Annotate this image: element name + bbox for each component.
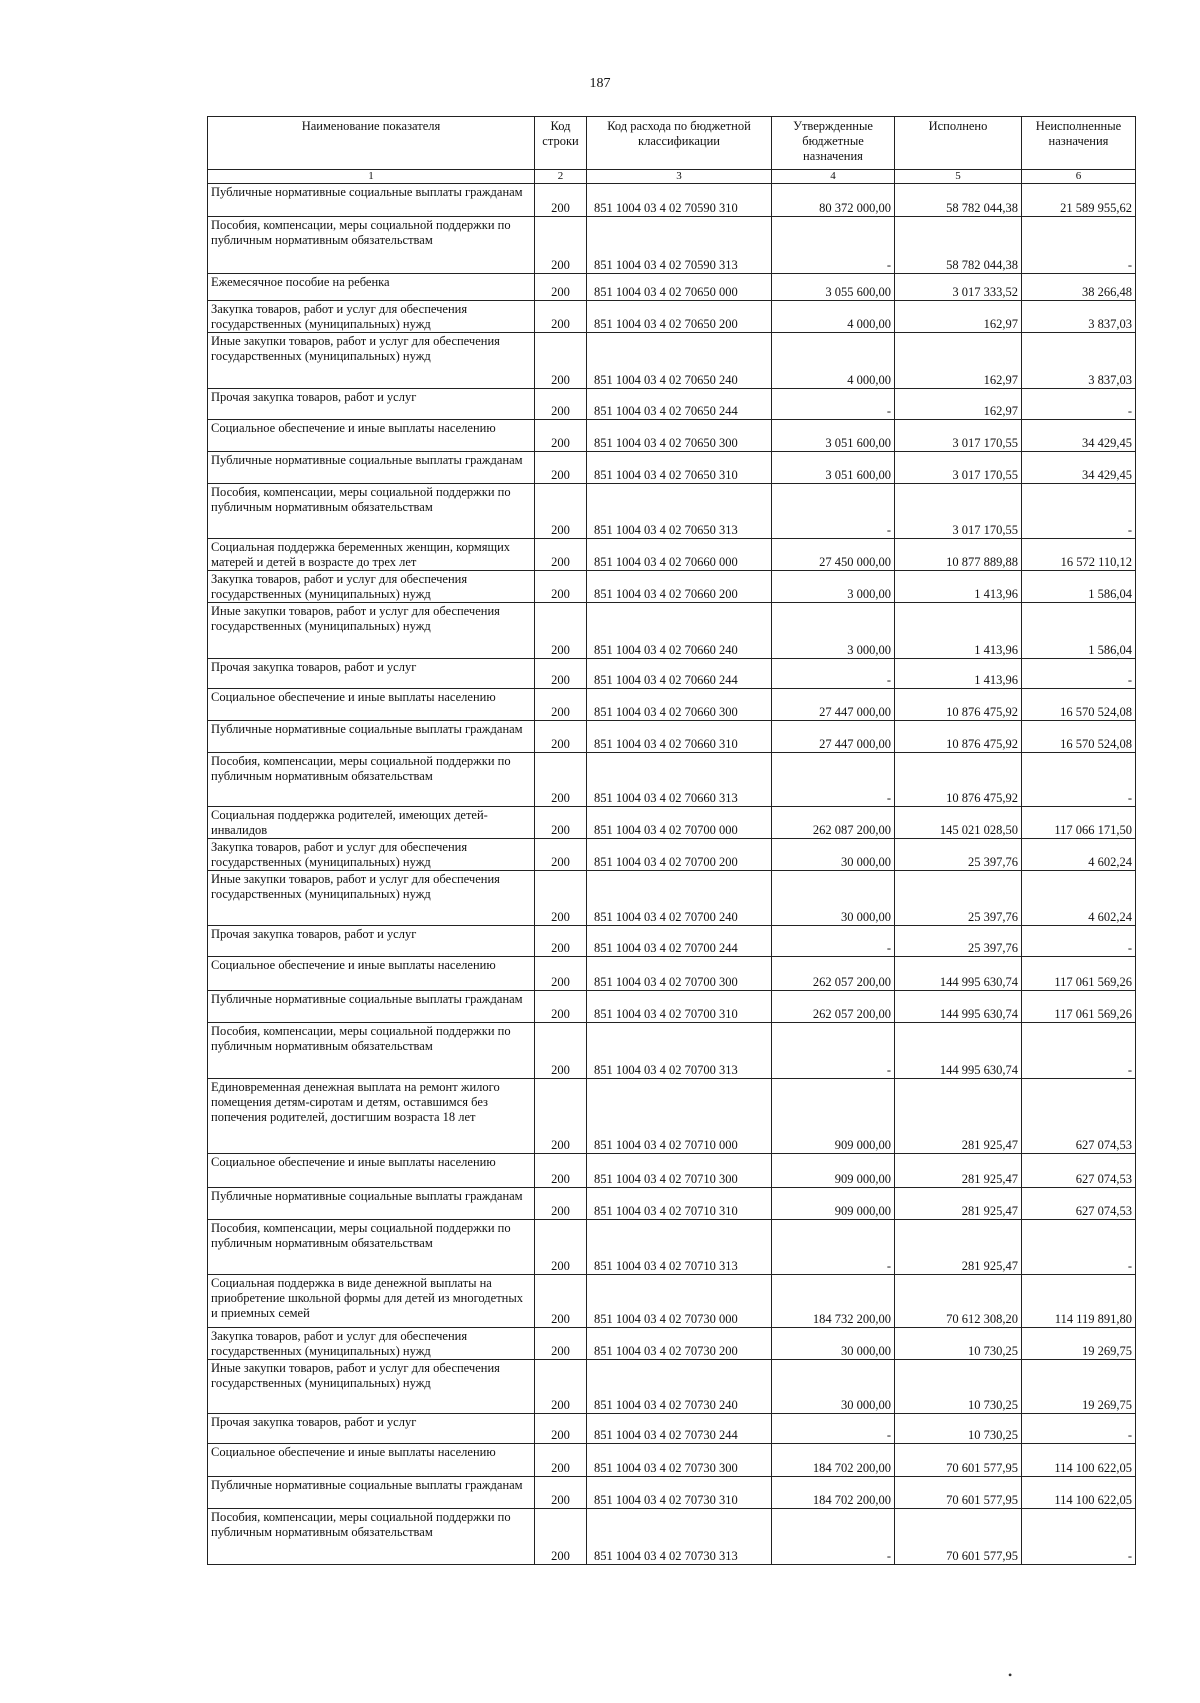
indicator-name-cell: Социальное обеспечение и иные выплаты населению: [208, 689, 535, 721]
budget-code-cell: 851 1004 03 4 02 70700 244: [587, 926, 772, 957]
table-row: [208, 1360, 1136, 1414]
table-row: [208, 1275, 1136, 1328]
table-row: [208, 957, 1136, 991]
indicator-name-cell: Публичные нормативные социальные выплаты гражданам: [208, 991, 535, 1023]
approved-amount-cell: 184 702 200,00: [772, 1444, 895, 1477]
budget-code-cell: 851 1004 03 4 02 70650 240: [587, 333, 772, 389]
approved-amount-cell: 3 000,00: [772, 571, 895, 603]
remaining-amount-cell: 21 589 955,62: [1022, 184, 1136, 217]
budget-code-cell: 851 1004 03 4 02 70660 000: [587, 539, 772, 571]
budget-code-cell: 851 1004 03 4 02 70700 200: [587, 839, 772, 871]
executed-amount-cell: 3 017 170,55: [895, 452, 1022, 484]
budget-code-cell: 851 1004 03 4 02 70710 313: [587, 1220, 772, 1275]
approved-amount-cell: 909 000,00: [772, 1079, 895, 1154]
executed-amount-cell: 281 925,47: [895, 1154, 1022, 1188]
remaining-amount-cell: 114 100 622,05: [1022, 1444, 1136, 1477]
table-row: [208, 1444, 1136, 1477]
remaining-amount-cell: -: [1022, 484, 1136, 539]
indicator-name-cell: Социальное обеспечение и иные выплаты населению: [208, 1154, 535, 1188]
executed-amount-cell: 3 017 170,55: [895, 420, 1022, 452]
executed-amount-cell: 70 601 577,95: [895, 1477, 1022, 1509]
table-row: [208, 689, 1136, 721]
indicator-name-cell: Единовременная денежная выплата на ремонт жилого помещения детям-сиротам и детям, оставшимся без попечения родителей, достигшим возраста 18 лет: [208, 1079, 535, 1154]
line-code-cell: 200: [535, 1154, 587, 1188]
table-row: [208, 420, 1136, 452]
table-row: [208, 659, 1136, 689]
executed-amount-cell: 144 995 630,74: [895, 991, 1022, 1023]
budget-code-cell: 851 1004 03 4 02 70590 310: [587, 184, 772, 217]
executed-amount-cell: 10 730,25: [895, 1328, 1022, 1360]
executed-amount-cell: 1 413,96: [895, 659, 1022, 689]
executed-amount-cell: 281 925,47: [895, 1220, 1022, 1275]
indicator-name-cell: Социальное обеспечение и иные выплаты населению: [208, 420, 535, 452]
indicator-name-cell: Закупка товаров, работ и услуг для обеспечения государственных (муниципальных) нужд: [208, 839, 535, 871]
line-code-cell: 200: [535, 1360, 587, 1414]
scan-mark: •: [1008, 1668, 1013, 1682]
table-row: [208, 1079, 1136, 1154]
indicator-name-cell: Закупка товаров, работ и услуг для обеспечения государственных (муниципальных) нужд: [208, 301, 535, 333]
executed-amount-cell: 3 017 333,52: [895, 274, 1022, 301]
budget-code-cell: 851 1004 03 4 02 70650 244: [587, 389, 772, 420]
remaining-amount-cell: 3 837,03: [1022, 301, 1136, 333]
indicator-name-cell: Иные закупки товаров, работ и услуг для обеспечения государственных (муниципальных) нужд: [208, 1360, 535, 1414]
indicator-name-cell: Публичные нормативные социальные выплаты гражданам: [208, 184, 535, 217]
line-code-cell: 200: [535, 839, 587, 871]
line-code-cell: 200: [535, 957, 587, 991]
executed-amount-cell: 281 925,47: [895, 1188, 1022, 1220]
approved-amount-cell: 30 000,00: [772, 839, 895, 871]
budget-code-cell: 851 1004 03 4 02 70700 310: [587, 991, 772, 1023]
approved-amount-cell: 3 051 600,00: [772, 420, 895, 452]
line-code-cell: 200: [535, 274, 587, 301]
budget-code-cell: 851 1004 03 4 02 70650 000: [587, 274, 772, 301]
executed-amount-cell: 10 876 475,92: [895, 721, 1022, 753]
page-number: 187: [589, 76, 611, 91]
budget-code-cell: 851 1004 03 4 02 70700 313: [587, 1023, 772, 1079]
budget-code-cell: 851 1004 03 4 02 70710 000: [587, 1079, 772, 1154]
executed-amount-cell: 281 925,47: [895, 1079, 1022, 1154]
remaining-amount-cell: 627 074,53: [1022, 1154, 1136, 1188]
column-header: Наименование показателя: [208, 117, 535, 170]
budget-execution-table: [207, 116, 1136, 1565]
line-code-cell: 200: [535, 420, 587, 452]
table-row: [208, 1509, 1136, 1565]
remaining-amount-cell: 1 586,04: [1022, 571, 1136, 603]
table-row: [208, 184, 1136, 217]
executed-amount-cell: 70 612 308,20: [895, 1275, 1022, 1328]
remaining-amount-cell: 38 266,48: [1022, 274, 1136, 301]
indicator-name-cell: Пособия, компенсации, меры социальной поддержки по публичным нормативным обязательствам: [208, 484, 535, 539]
table-row: [208, 571, 1136, 603]
line-code-cell: 200: [535, 659, 587, 689]
column-number: 3: [587, 170, 772, 184]
budget-code-cell: 851 1004 03 4 02 70730 313: [587, 1509, 772, 1565]
remaining-amount-cell: 16 572 110,12: [1022, 539, 1136, 571]
approved-amount-cell: -: [772, 389, 895, 420]
indicator-name-cell: Публичные нормативные социальные выплаты гражданам: [208, 452, 535, 484]
approved-amount-cell: 30 000,00: [772, 871, 895, 926]
column-header: Неисполненные назначения: [1022, 117, 1136, 170]
approved-amount-cell: -: [772, 217, 895, 274]
budget-code-cell: 851 1004 03 4 02 70590 313: [587, 217, 772, 274]
indicator-name-cell: Пособия, компенсации, меры социальной поддержки по публичным нормативным обязательствам: [208, 217, 535, 274]
approved-amount-cell: 27 450 000,00: [772, 539, 895, 571]
indicator-name-cell: Иные закупки товаров, работ и услуг для обеспечения государственных (муниципальных) нужд: [208, 871, 535, 926]
table-row: [208, 721, 1136, 753]
remaining-amount-cell: 3 837,03: [1022, 333, 1136, 389]
line-code-cell: 200: [535, 991, 587, 1023]
executed-amount-cell: 25 397,76: [895, 839, 1022, 871]
table-row: [208, 753, 1136, 807]
approved-amount-cell: -: [772, 753, 895, 807]
line-code-cell: 200: [535, 389, 587, 420]
line-code-cell: 200: [535, 452, 587, 484]
indicator-name-cell: Социальная поддержка родителей, имеющих детей-инвалидов: [208, 807, 535, 839]
table-row: [208, 1023, 1136, 1079]
line-code-cell: 200: [535, 1275, 587, 1328]
remaining-amount-cell: -: [1022, 1509, 1136, 1565]
budget-code-cell: 851 1004 03 4 02 70650 200: [587, 301, 772, 333]
header-row: [208, 117, 1136, 170]
budget-code-cell: 851 1004 03 4 02 70730 240: [587, 1360, 772, 1414]
executed-amount-cell: 144 995 630,74: [895, 957, 1022, 991]
remaining-amount-cell: 4 602,24: [1022, 839, 1136, 871]
executed-amount-cell: 10 876 475,92: [895, 753, 1022, 807]
line-code-cell: 200: [535, 807, 587, 839]
budget-code-cell: 851 1004 03 4 02 70660 244: [587, 659, 772, 689]
column-header: Код расхода по бюджетной классификации: [587, 117, 772, 170]
approved-amount-cell: -: [772, 1414, 895, 1444]
executed-amount-cell: 58 782 044,38: [895, 184, 1022, 217]
budget-code-cell: 851 1004 03 4 02 70730 300: [587, 1444, 772, 1477]
remaining-amount-cell: -: [1022, 1023, 1136, 1079]
executed-amount-cell: 10 730,25: [895, 1414, 1022, 1444]
approved-amount-cell: -: [772, 1023, 895, 1079]
approved-amount-cell: 30 000,00: [772, 1328, 895, 1360]
approved-amount-cell: -: [772, 484, 895, 539]
budget-code-cell: 851 1004 03 4 02 70650 300: [587, 420, 772, 452]
approved-amount-cell: -: [772, 659, 895, 689]
budget-code-cell: 851 1004 03 4 02 70730 244: [587, 1414, 772, 1444]
executed-amount-cell: 25 397,76: [895, 871, 1022, 926]
indicator-name-cell: Прочая закупка товаров, работ и услуг: [208, 659, 535, 689]
executed-amount-cell: 70 601 577,95: [895, 1509, 1022, 1565]
line-code-cell: 200: [535, 571, 587, 603]
line-code-cell: 200: [535, 926, 587, 957]
line-code-cell: 200: [535, 603, 587, 659]
line-code-cell: 200: [535, 301, 587, 333]
executed-amount-cell: 10 876 475,92: [895, 689, 1022, 721]
budget-code-cell: 851 1004 03 4 02 70700 000: [587, 807, 772, 839]
budget-code-cell: 851 1004 03 4 02 70660 240: [587, 603, 772, 659]
approved-amount-cell: 30 000,00: [772, 1360, 895, 1414]
indicator-name-cell: Пособия, компенсации, меры социальной поддержки по публичным нормативным обязательствам: [208, 1220, 535, 1275]
line-code-cell: 200: [535, 217, 587, 274]
remaining-amount-cell: -: [1022, 753, 1136, 807]
remaining-amount-cell: -: [1022, 659, 1136, 689]
remaining-amount-cell: -: [1022, 217, 1136, 274]
remaining-amount-cell: 34 429,45: [1022, 452, 1136, 484]
budget-code-cell: 851 1004 03 4 02 70710 300: [587, 1154, 772, 1188]
approved-amount-cell: 80 372 000,00: [772, 184, 895, 217]
approved-amount-cell: 27 447 000,00: [772, 689, 895, 721]
table-row: [208, 539, 1136, 571]
line-code-cell: 200: [535, 1220, 587, 1275]
approved-amount-cell: 909 000,00: [772, 1154, 895, 1188]
line-code-cell: 200: [535, 1079, 587, 1154]
budget-code-cell: 851 1004 03 4 02 70650 313: [587, 484, 772, 539]
budget-code-cell: 851 1004 03 4 02 70700 300: [587, 957, 772, 991]
executed-amount-cell: 145 021 028,50: [895, 807, 1022, 839]
indicator-name-cell: Прочая закупка товаров, работ и услуг: [208, 1414, 535, 1444]
remaining-amount-cell: 16 570 524,08: [1022, 689, 1136, 721]
approved-amount-cell: 4 000,00: [772, 301, 895, 333]
remaining-amount-cell: 4 602,24: [1022, 871, 1136, 926]
column-header: Код строки: [535, 117, 587, 170]
column-number: 2: [535, 170, 587, 184]
line-code-cell: 200: [535, 539, 587, 571]
line-code-cell: 200: [535, 753, 587, 807]
column-header: Исполнено: [895, 117, 1022, 170]
approved-amount-cell: 4 000,00: [772, 333, 895, 389]
approved-amount-cell: 3 051 600,00: [772, 452, 895, 484]
executed-amount-cell: 3 017 170,55: [895, 484, 1022, 539]
indicator-name-cell: Пособия, компенсации, меры социальной поддержки по публичным нормативным обязательствам: [208, 753, 535, 807]
budget-code-cell: 851 1004 03 4 02 70710 310: [587, 1188, 772, 1220]
column-number-row: [208, 170, 1136, 184]
executed-amount-cell: 25 397,76: [895, 926, 1022, 957]
remaining-amount-cell: 19 269,75: [1022, 1360, 1136, 1414]
executed-amount-cell: 10 730,25: [895, 1360, 1022, 1414]
indicator-name-cell: Прочая закупка товаров, работ и услуг: [208, 389, 535, 420]
line-code-cell: 200: [535, 1444, 587, 1477]
table-row: [208, 1154, 1136, 1188]
indicator-name-cell: Публичные нормативные социальные выплаты гражданам: [208, 721, 535, 753]
approved-amount-cell: 3 055 600,00: [772, 274, 895, 301]
executed-amount-cell: 1 413,96: [895, 603, 1022, 659]
table-row: [208, 1220, 1136, 1275]
budget-code-cell: 851 1004 03 4 02 70650 310: [587, 452, 772, 484]
indicator-name-cell: Пособия, компенсации, меры социальной поддержки по публичным нормативным обязательствам: [208, 1509, 535, 1565]
line-code-cell: 200: [535, 333, 587, 389]
line-code-cell: 200: [535, 1328, 587, 1360]
table-row: [208, 603, 1136, 659]
executed-amount-cell: 162,97: [895, 333, 1022, 389]
approved-amount-cell: -: [772, 926, 895, 957]
budget-code-cell: 851 1004 03 4 02 70730 200: [587, 1328, 772, 1360]
line-code-cell: 200: [535, 1509, 587, 1565]
remaining-amount-cell: 19 269,75: [1022, 1328, 1136, 1360]
table-row: [208, 301, 1136, 333]
remaining-amount-cell: 627 074,53: [1022, 1079, 1136, 1154]
approved-amount-cell: 3 000,00: [772, 603, 895, 659]
remaining-amount-cell: 114 119 891,80: [1022, 1275, 1136, 1328]
approved-amount-cell: 262 087 200,00: [772, 807, 895, 839]
executed-amount-cell: 10 877 889,88: [895, 539, 1022, 571]
table-row: [208, 1414, 1136, 1444]
table-row: [208, 389, 1136, 420]
remaining-amount-cell: 117 061 569,26: [1022, 991, 1136, 1023]
approved-amount-cell: 262 057 200,00: [772, 957, 895, 991]
budget-code-cell: 851 1004 03 4 02 70700 240: [587, 871, 772, 926]
indicator-name-cell: Социальное обеспечение и иные выплаты населению: [208, 1444, 535, 1477]
line-code-cell: 200: [535, 689, 587, 721]
table-row: [208, 484, 1136, 539]
column-number: 4: [772, 170, 895, 184]
approved-amount-cell: -: [772, 1220, 895, 1275]
table-row: [208, 452, 1136, 484]
executed-amount-cell: 70 601 577,95: [895, 1444, 1022, 1477]
indicator-name-cell: Пособия, компенсации, меры социальной поддержки по публичным нормативным обязательствам: [208, 1023, 535, 1079]
indicator-name-cell: Публичные нормативные социальные выплаты гражданам: [208, 1477, 535, 1509]
remaining-amount-cell: -: [1022, 389, 1136, 420]
table-row: [208, 217, 1136, 274]
indicator-name-cell: Публичные нормативные социальные выплаты гражданам: [208, 1188, 535, 1220]
remaining-amount-cell: 1 586,04: [1022, 603, 1136, 659]
line-code-cell: 200: [535, 1477, 587, 1509]
remaining-amount-cell: 627 074,53: [1022, 1188, 1136, 1220]
line-code-cell: 200: [535, 1188, 587, 1220]
table-row: [208, 991, 1136, 1023]
budget-code-cell: 851 1004 03 4 02 70660 313: [587, 753, 772, 807]
table-row: [208, 1328, 1136, 1360]
executed-amount-cell: 144 995 630,74: [895, 1023, 1022, 1079]
column-number: 5: [895, 170, 1022, 184]
line-code-cell: 200: [535, 1023, 587, 1079]
indicator-name-cell: Закупка товаров, работ и услуг для обеспечения государственных (муниципальных) нужд: [208, 571, 535, 603]
remaining-amount-cell: -: [1022, 926, 1136, 957]
executed-amount-cell: 1 413,96: [895, 571, 1022, 603]
indicator-name-cell: Социальная поддержка беременных женщин, кормящих матерей и детей в возрасте до трех лет: [208, 539, 535, 571]
executed-amount-cell: 58 782 044,38: [895, 217, 1022, 274]
table-body: [208, 184, 1136, 1565]
executed-amount-cell: 162,97: [895, 389, 1022, 420]
table-row: [208, 333, 1136, 389]
table-row: [208, 839, 1136, 871]
remaining-amount-cell: 114 100 622,05: [1022, 1477, 1136, 1509]
budget-code-cell: 851 1004 03 4 02 70660 300: [587, 689, 772, 721]
table-row: [208, 1188, 1136, 1220]
line-code-cell: 200: [535, 721, 587, 753]
budget-code-cell: 851 1004 03 4 02 70660 310: [587, 721, 772, 753]
table-row: [208, 926, 1136, 957]
approved-amount-cell: 262 057 200,00: [772, 991, 895, 1023]
approved-amount-cell: 909 000,00: [772, 1188, 895, 1220]
indicator-name-cell: Иные закупки товаров, работ и услуг для обеспечения государственных (муниципальных) нужд: [208, 603, 535, 659]
table-row: [208, 1477, 1136, 1509]
table-row: [208, 871, 1136, 926]
indicator-name-cell: Закупка товаров, работ и услуг для обеспечения государственных (муниципальных) нужд: [208, 1328, 535, 1360]
line-code-cell: 200: [535, 871, 587, 926]
indicator-name-cell: Прочая закупка товаров, работ и услуг: [208, 926, 535, 957]
budget-code-cell: 851 1004 03 4 02 70730 310: [587, 1477, 772, 1509]
approved-amount-cell: 27 447 000,00: [772, 721, 895, 753]
approved-amount-cell: -: [772, 1509, 895, 1565]
approved-amount-cell: 184 702 200,00: [772, 1477, 895, 1509]
remaining-amount-cell: 34 429,45: [1022, 420, 1136, 452]
remaining-amount-cell: 117 061 569,26: [1022, 957, 1136, 991]
indicator-name-cell: Социальная поддержка в виде денежной выплаты на приобретение школьной формы для детей из многодетных и приемных семей: [208, 1275, 535, 1328]
remaining-amount-cell: 16 570 524,08: [1022, 721, 1136, 753]
line-code-cell: 200: [535, 1414, 587, 1444]
table-row: [208, 807, 1136, 839]
executed-amount-cell: 162,97: [895, 301, 1022, 333]
line-code-cell: 200: [535, 184, 587, 217]
remaining-amount-cell: -: [1022, 1220, 1136, 1275]
budget-code-cell: 851 1004 03 4 02 70730 000: [587, 1275, 772, 1328]
indicator-name-cell: Социальное обеспечение и иные выплаты населению: [208, 957, 535, 991]
budget-code-cell: 851 1004 03 4 02 70660 200: [587, 571, 772, 603]
indicator-name-cell: Иные закупки товаров, работ и услуг для обеспечения государственных (муниципальных) нужд: [208, 333, 535, 389]
column-header: Утвержденные бюджетные назначения: [772, 117, 895, 170]
table-row: [208, 274, 1136, 301]
indicator-name-cell: Ежемесячное пособие на ребенка: [208, 274, 535, 301]
approved-amount-cell: 184 732 200,00: [772, 1275, 895, 1328]
column-number: 6: [1022, 170, 1136, 184]
column-number: 1: [208, 170, 535, 184]
remaining-amount-cell: 117 066 171,50: [1022, 807, 1136, 839]
line-code-cell: 200: [535, 484, 587, 539]
remaining-amount-cell: -: [1022, 1414, 1136, 1444]
